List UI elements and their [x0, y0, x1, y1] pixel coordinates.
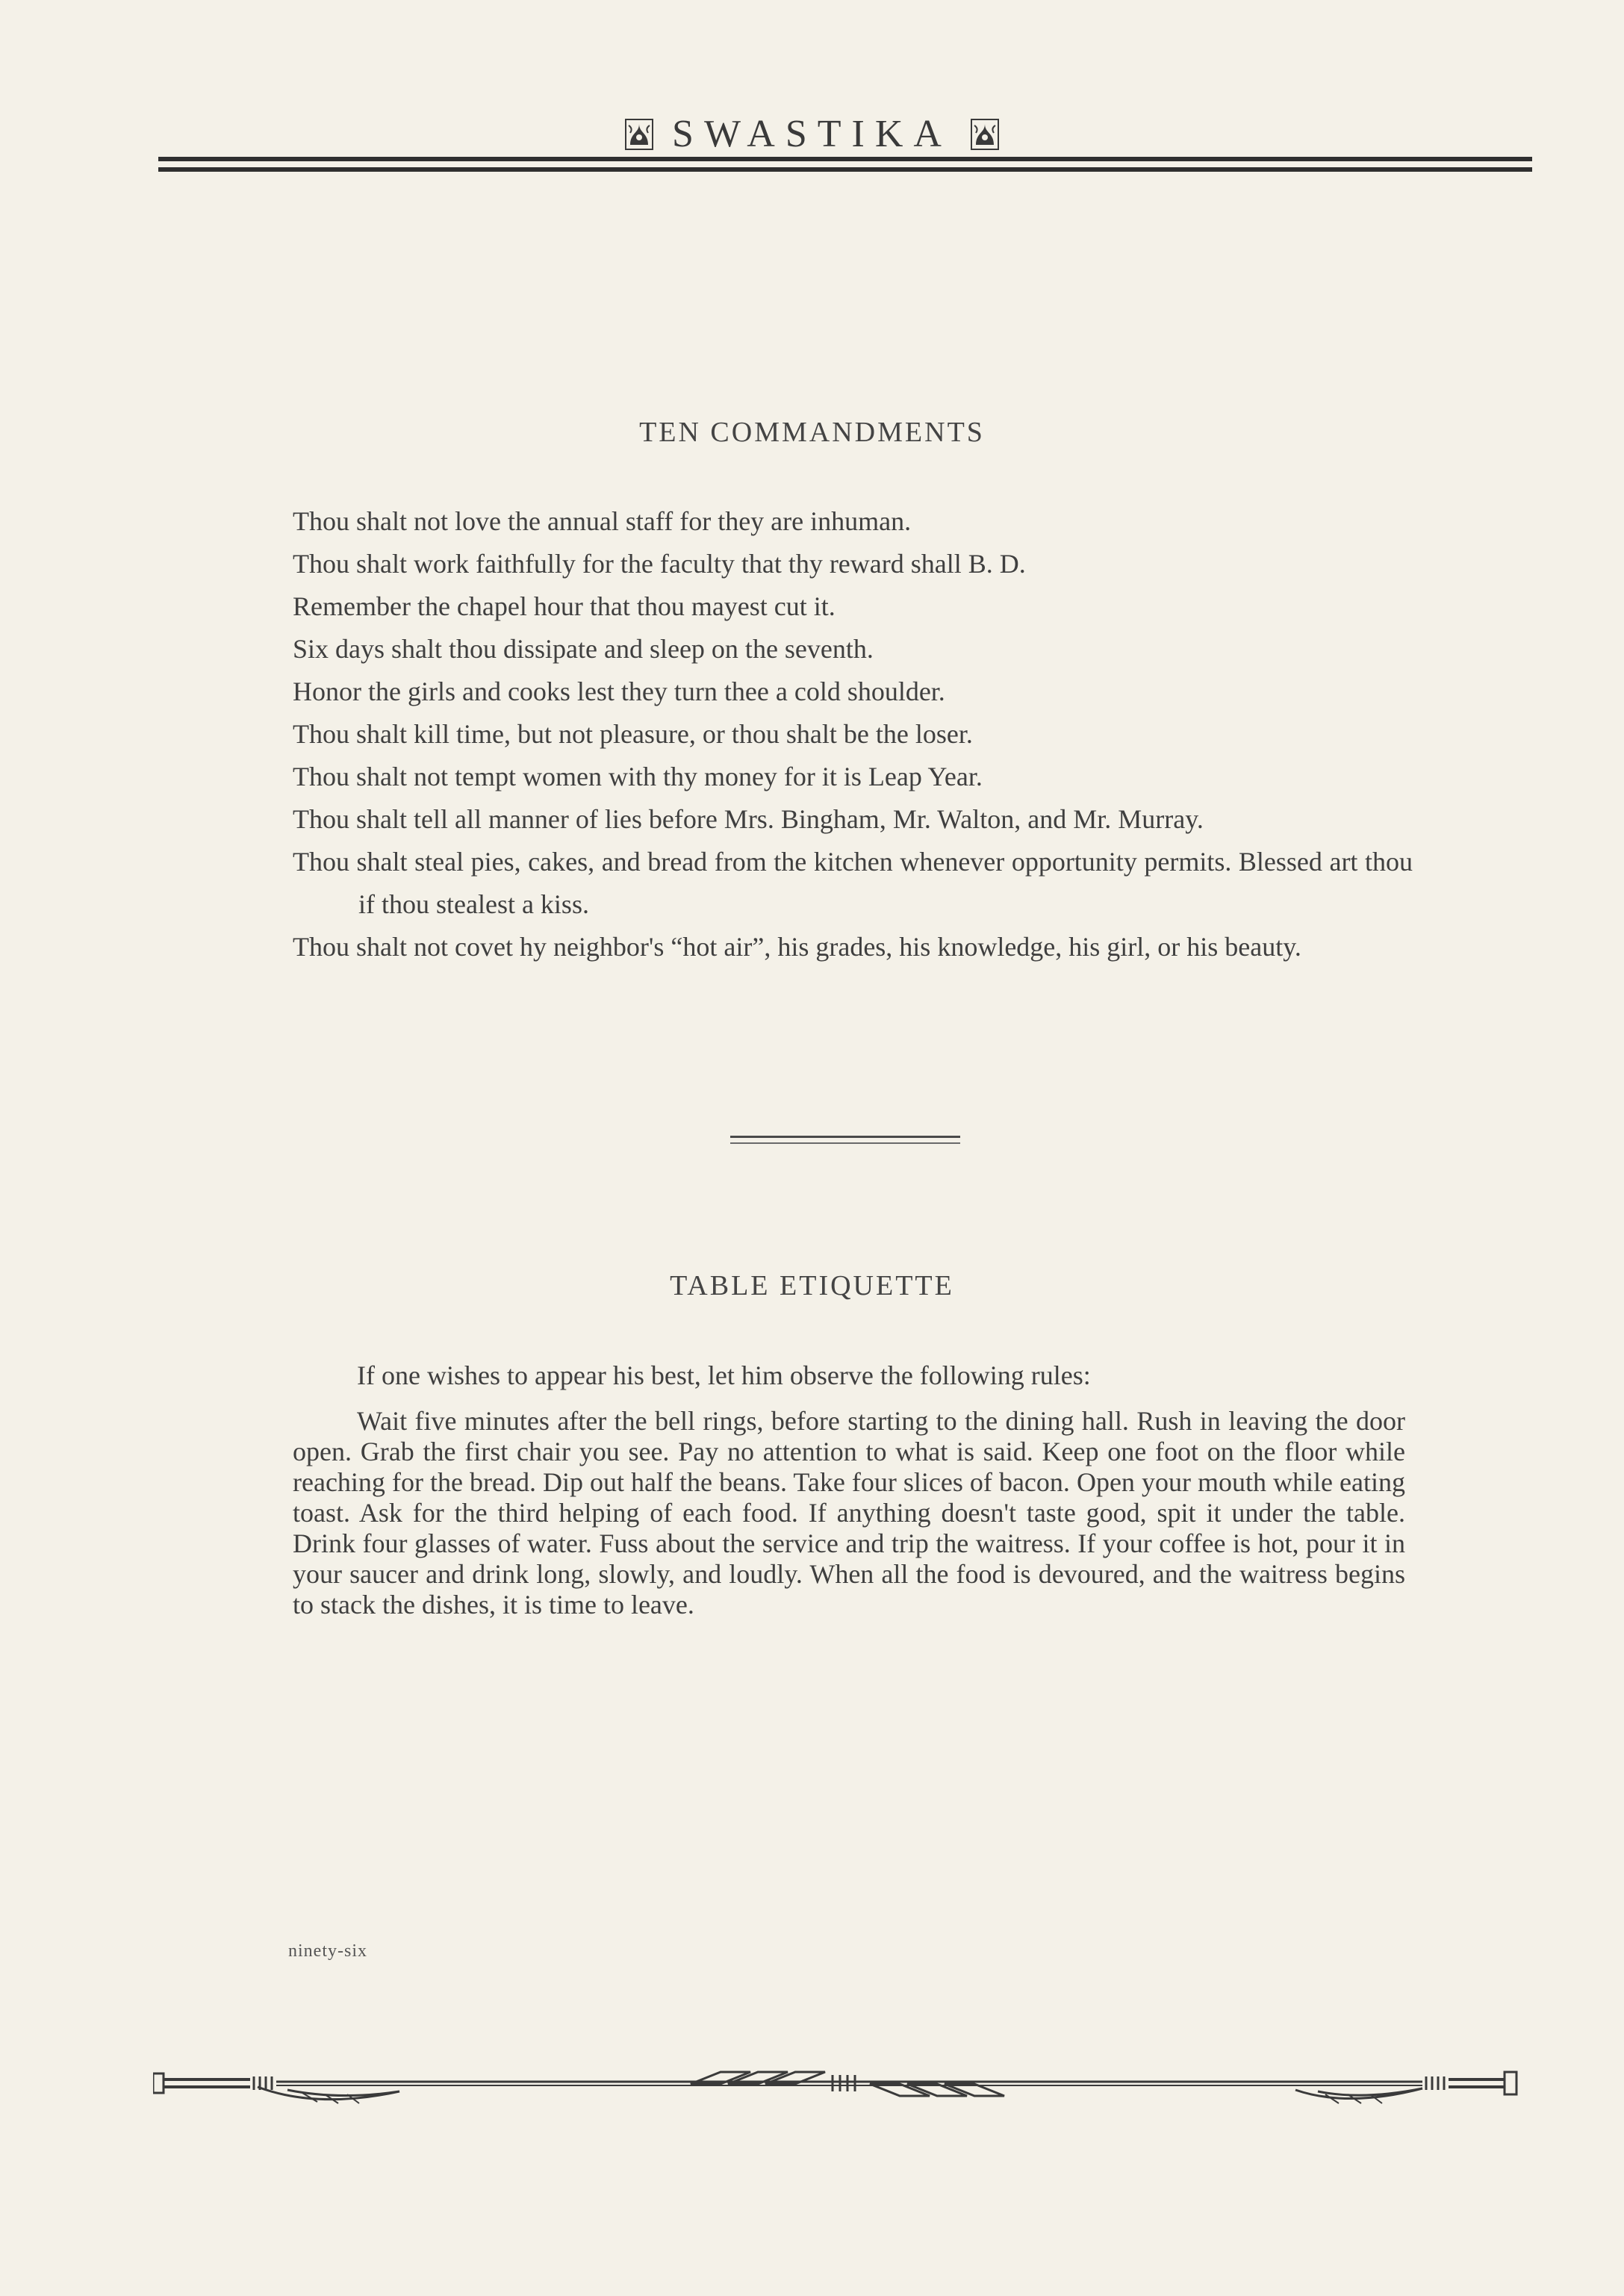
list-item: Thou shalt not love the annual staff for they are inhuman. — [293, 506, 912, 536]
commandments-heading: TEN COMMANDMENTS — [639, 417, 985, 448]
decorative-arrow-border-icon — [153, 2057, 1519, 2109]
section-divider — [730, 1136, 960, 1144]
commandments-list — [293, 500, 1413, 968]
header-double-rule — [158, 157, 1532, 172]
page-header-title: SWASTIKA — [672, 113, 952, 155]
list-item: Remember the chapel hour that thou mayest cut it. — [293, 591, 836, 621]
list-item: Thou shalt not tempt women with thy money for it is Leap Year. — [293, 762, 983, 791]
floral-ornament-icon — [624, 118, 654, 151]
list-item: Honor the girls and cooks lest they turn thee a cold shoulder. — [293, 676, 945, 706]
list-item: Thou shalt steal pies, cakes, and bread from the kitchen whenever opportunity permits. Blessed art thou if thou stealest a kiss. — [293, 847, 1413, 919]
list-item: Six days shalt thou dissipate and sleep on the seventh. — [293, 634, 874, 664]
etiquette-body: Wait five minutes after the bell rings, before starting to the dining hall. Rush in leaving the door open. Grab the first chair you see. Pay no attention to what is said. Keep one foot on the floor while reaching for the bread. Dip out half the beans. Take four slices of bacon. Open your mouth while eating toast. Ask for the third helping of each food. If anything doesn't taste good, spit it under the table. Drink four glasses of water. Fuss about the service and trip the waitress. If your coffee is hot, pour it in your saucer and drink long, slowly, and loudly. When all the food is devoured, and the waitress begins to stack the dishes, it is time to leave. — [293, 1406, 1405, 1620]
list-item: Thou shalt work faithfully for the faculty that thy reward shall B. D. — [293, 549, 1026, 579]
running-header — [0, 112, 1624, 156]
list-item: Thou shalt kill time, but not pleasure, or thou shalt be the loser. — [293, 719, 973, 749]
list-item: Thou shalt not covet hy neighbor's “hot air”, his grades, his knowledge, his girl, or his beauty. — [293, 932, 1301, 962]
list-item: Thou shalt tell all manner of lies before Mrs. Bingham, Mr. Walton, and Mr. Murray. — [293, 804, 1204, 834]
etiquette-heading: TABLE ETIQUETTE — [670, 1270, 954, 1301]
floral-ornament-icon — [970, 118, 1000, 151]
page-number: ninety-six — [288, 1941, 367, 1961]
etiquette-intro: If one wishes to appear his best, let him observe the following rules: — [357, 1360, 1091, 1390]
